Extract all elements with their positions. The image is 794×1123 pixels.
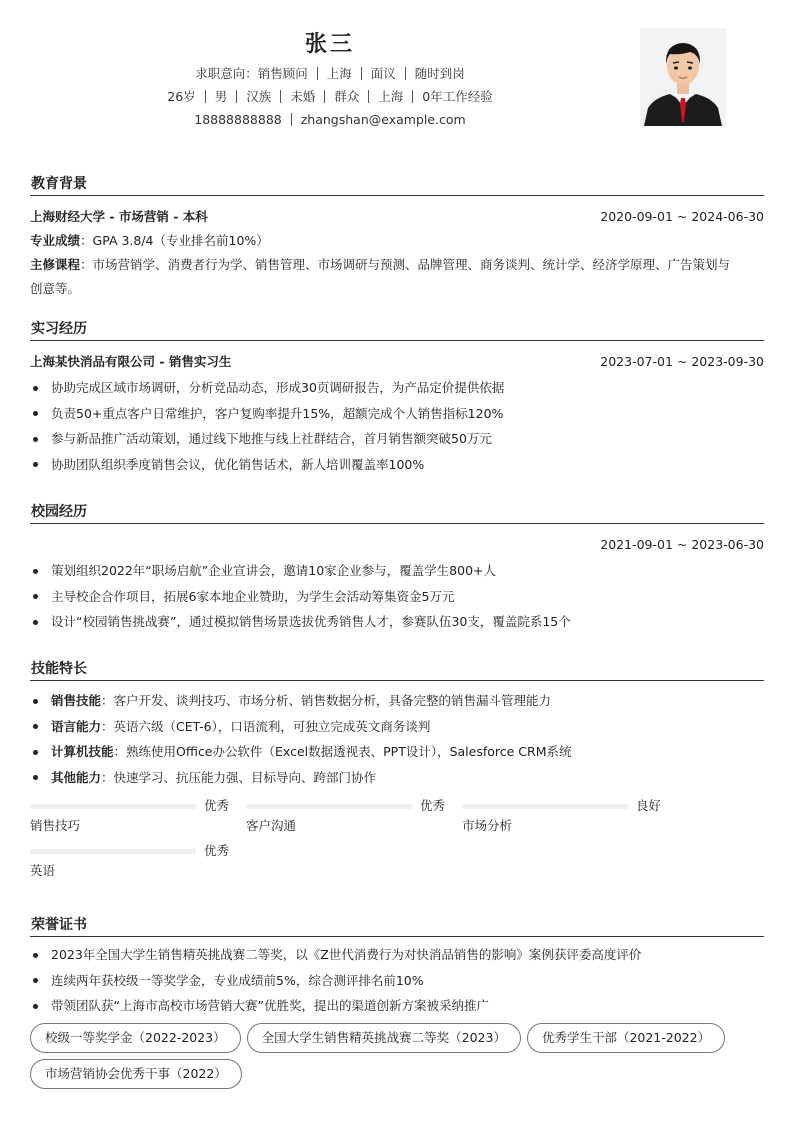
internship-row bbox=[30, 350, 764, 374]
list-item: 策划组织2022年“职场启航”企业宣讲会，邀请10家企业参与，覆盖学生800+人 bbox=[30, 558, 764, 584]
courses-line bbox=[30, 253, 764, 277]
list-item: 负责50+重点客户日常维护，客户复购率提升15%，超额完成个人销售指标120% bbox=[30, 401, 764, 427]
campus-list bbox=[30, 558, 764, 635]
rating-bar bbox=[30, 849, 196, 854]
list-item: 2023年全国大学生销售精英挑战赛二等奖，以《Z世代消费行为对快消品销售的影响》案例获评委高度评价 bbox=[30, 942, 764, 968]
honor-tag: 优秀学生干部（2021-2022） bbox=[527, 1023, 725, 1053]
intent-city: 上海 bbox=[326, 66, 352, 81]
section-title: 校园经历 bbox=[30, 500, 764, 524]
info-marital: 未婚 bbox=[290, 89, 316, 104]
divider bbox=[291, 113, 292, 126]
skill-item bbox=[30, 739, 764, 765]
divider bbox=[412, 90, 413, 103]
skill-text: ：熟练使用Office办公软件（Excel数据透视表、PPT设计），Salesforce CRM系统 bbox=[113, 744, 572, 759]
skill-item bbox=[30, 765, 764, 791]
campus-date: 2021-09-01 ~ 2023-06-30 bbox=[600, 537, 764, 552]
skill-rating bbox=[462, 796, 662, 840]
education-date: 2020-09-01 ~ 2024-06-30 bbox=[600, 209, 764, 224]
divider bbox=[368, 90, 369, 103]
list-item: 参与新品推广活动策划，通过线下地推与线上社群结合，首月销售额突破50万元 bbox=[30, 426, 764, 452]
divider bbox=[361, 67, 362, 80]
honor-tag: 市场营销协会优秀干事（2022） bbox=[30, 1059, 242, 1089]
avatar bbox=[640, 28, 726, 126]
rating-label: 销售技巧 bbox=[30, 818, 81, 833]
divider bbox=[317, 67, 318, 80]
honor-tags bbox=[30, 1023, 764, 1089]
basic-info-line bbox=[30, 85, 630, 108]
list-item: 连续两年获校级一等奖学金，专业成绩前5%，综合测评排名前10% bbox=[30, 968, 764, 994]
internship-section bbox=[30, 317, 764, 477]
intent-availability: 随时到岗 bbox=[414, 66, 465, 81]
list-item: 主导校企合作项目，拓展6家本地企业赞助，为学生会活动筹集资金5万元 bbox=[30, 584, 764, 610]
rating-level: 优秀 bbox=[204, 843, 230, 858]
skill-ratings bbox=[30, 796, 764, 896]
courses-label: 主修课程 bbox=[30, 257, 81, 272]
skill-item bbox=[30, 688, 764, 714]
courses-value: ：市场营销学、消费者行为学、销售管理、市场调研与预测、品牌管理、商务谈判、统计学、经济学原理、广告策划与 bbox=[80, 257, 731, 272]
honors-list bbox=[30, 942, 764, 1019]
list-item: 协助完成区域市场调研，分析竞品动态，形成30页调研报告，为产品定价提供依据 bbox=[30, 375, 764, 401]
job-intent-line bbox=[30, 62, 630, 85]
list-item: 设计“校园销售挑战赛”，通过模拟销售场景选拔优秀销售人才，参赛队伍30支，覆盖院系15个 bbox=[30, 609, 764, 635]
candidate-name: 张三 bbox=[304, 32, 355, 57]
list-item: 带领团队获“上海市高校市场营销大赛”优胜奖，提出的渠道创新方案被采纳推广 bbox=[30, 993, 764, 1019]
skill-label: 销售技能 bbox=[51, 693, 102, 708]
info-age: 26岁 bbox=[167, 89, 196, 104]
rating-level: 优秀 bbox=[204, 798, 230, 813]
rating-bar bbox=[462, 804, 628, 809]
avatar-illustration bbox=[640, 28, 726, 126]
gpa-value: ：GPA 3.8/4（专业排名前10%） bbox=[80, 233, 269, 248]
info-location: 上海 bbox=[378, 89, 404, 104]
skill-label: 计算机技能 bbox=[51, 744, 114, 759]
rating-level: 良好 bbox=[636, 798, 662, 813]
gpa-line bbox=[30, 229, 764, 253]
list-item: 协助团队组织季度销售会议，优化销售话术，新人培训覆盖率100% bbox=[30, 452, 764, 478]
honor-tag: 校级一等奖学金（2022-2023） bbox=[30, 1023, 241, 1053]
campus-section bbox=[30, 500, 764, 635]
honor-tag: 全国大学生销售精英挑战赛二等奖（2023） bbox=[247, 1023, 521, 1053]
section-title: 荣誉证书 bbox=[30, 913, 764, 937]
rating-label: 英语 bbox=[30, 863, 56, 878]
skill-rating bbox=[30, 841, 230, 885]
skill-rating bbox=[246, 796, 446, 840]
info-gender: 男 bbox=[214, 89, 228, 104]
rating-label: 市场分析 bbox=[462, 818, 513, 833]
divider bbox=[236, 90, 237, 103]
rating-label: 客户沟通 bbox=[246, 818, 297, 833]
campus-row bbox=[30, 533, 764, 557]
contact-line bbox=[30, 108, 630, 131]
phone: 18888888888 bbox=[194, 112, 282, 127]
section-title: 教育背景 bbox=[30, 172, 764, 196]
intent-position: 求职意向：销售顾问 bbox=[195, 66, 308, 81]
internship-date: 2023-07-01 ~ 2023-09-30 bbox=[600, 354, 764, 369]
divider bbox=[280, 90, 281, 103]
section-title: 技能特长 bbox=[30, 657, 764, 681]
skills-section bbox=[30, 657, 764, 896]
education-section bbox=[30, 172, 764, 301]
rating-bar bbox=[246, 804, 412, 809]
education-row bbox=[30, 205, 764, 229]
resume-header bbox=[30, 28, 630, 131]
courses-line-cont: 创意等。 bbox=[30, 281, 81, 296]
divider bbox=[405, 67, 406, 80]
info-political: 群众 bbox=[334, 89, 360, 104]
company-name: 上海某快消品有限公司 - 销售实习生 bbox=[30, 354, 232, 369]
school-name: 上海财经大学 - 市场营销 - 本科 bbox=[30, 209, 208, 224]
divider bbox=[324, 90, 325, 103]
skill-text: ：客户开发、谈判技巧、市场分析、销售数据分析，具备完整的销售漏斗管理能力 bbox=[101, 693, 552, 708]
gpa-label: 专业成绩 bbox=[30, 233, 81, 248]
honors-section bbox=[30, 913, 764, 1089]
internship-list bbox=[30, 375, 764, 477]
email: zhangshan@example.com bbox=[300, 112, 466, 127]
skill-rating bbox=[30, 796, 230, 840]
intent-salary: 面议 bbox=[370, 66, 396, 81]
skill-text: ：英语六级（CET-6），口语流利，可独立完成英文商务谈判 bbox=[101, 718, 431, 734]
section-title: 实习经历 bbox=[30, 317, 764, 341]
skill-text: ：快速学习、抗压能力强、目标导向、跨部门协作 bbox=[101, 769, 377, 785]
skill-label: 其他能力 bbox=[51, 769, 102, 785]
skills-list bbox=[30, 688, 764, 790]
divider bbox=[205, 90, 206, 103]
rating-bar bbox=[30, 804, 196, 809]
info-experience: 0年工作经验 bbox=[422, 89, 493, 104]
info-ethnicity: 汉族 bbox=[246, 89, 272, 104]
rating-level: 优秀 bbox=[420, 798, 446, 813]
skill-label: 语言能力 bbox=[51, 718, 102, 734]
skill-item bbox=[30, 714, 764, 740]
